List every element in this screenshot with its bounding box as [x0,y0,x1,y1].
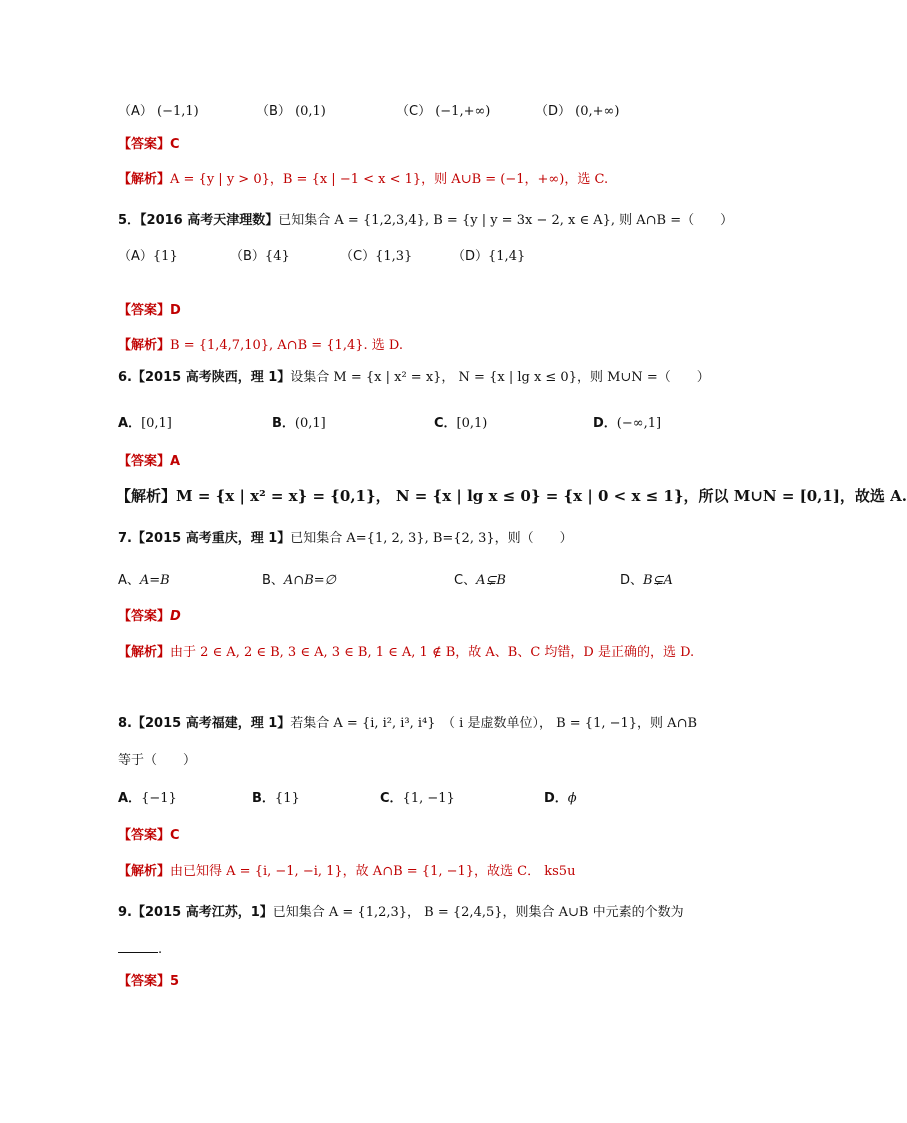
q7-option-b: B、A∩B=∅ [262,573,336,588]
q4-option-d: （D） (0,+∞) [535,104,620,119]
q9-answer: 【答案】5 [118,974,180,989]
q9-stem: 9.【2015 高考江苏，1】已知集合 A = {1,2,3}， B = {2,4,5}，则集合 A∪B 中元素的个数为 [118,905,684,920]
q6-option-d: D．(−∞,1] [593,416,662,431]
q6-option-a: A．[0,1] [118,416,172,431]
q7-stem: 7.【2015 高考重庆，理 1】已知集合 A={1, 2, 3}, B={2, 3}，则（ ） [118,531,573,546]
q8-answer: 【答案】C [118,828,180,843]
q5-option-c: （C）{1,3} [340,249,413,264]
q6-stem: 6.【2015 高考陕西，理 1】设集合 M = {x | x² = x}， N = {x | lg x ≤ 0}，则 M∪N =（ ） [118,370,710,385]
q8-analysis: 【解析】由已知得 A = {i, −1, −i, 1}，故 A∩B = {1, −1}，故选 C． ks5u [118,864,576,879]
q7-answer: 【答案】D [118,609,181,624]
q5-option-a: （A）{1} [118,249,178,264]
q8-option-a: A．{−1} [118,791,177,806]
q8-stem-continued: 等于（ ） [118,753,197,768]
q5-analysis: 【解析】B = {1,4,7,10}, A∩B = {1,4}. 选 D. [118,338,403,353]
q7-option-d: D、B⊊A [620,573,673,588]
q5-option-d: （D）{1,4} [452,249,526,264]
q4-option-c: （C） (−1,+∞) [396,104,491,119]
q8-stem: 8.【2015 高考福建，理 1】若集合 A = {i, i², i³, i⁴} （ i 是虚数单位）， B = {1, −1}，则 A∩B [118,716,698,731]
q6-option-b: B．(0,1] [272,416,326,431]
q7-analysis: 【解析】由于 2 ∈ A, 2 ∈ B, 3 ∈ A, 3 ∈ B, 1 ∈ A, 1 ∉ B，故 A、B、C 均错，D 是正确的，选 D. [118,645,695,660]
q8-option-c: C．{1, −1} [380,791,455,806]
q5-stem: 5．【2016 高考天津理数】已知集合 A = {1,2,3,4}, B = {y | y = 3x − 2, x ∈ A}, 则 A∩B =（ ） [118,213,734,228]
q5-option-b: （B）{4} [230,249,290,264]
q6-analysis: 【解析】M = {x | x² = x} = {0,1}， N = {x | lg x ≤ 0} = {x | 0 < x ≤ 1}，所以 M∪N = [0,1]，故选 A. [116,487,907,505]
answer-blank [118,940,158,953]
q8-option-d: D．ϕ [544,791,577,806]
q7-option-c: C、A⊊B [454,573,506,588]
q4-analysis: 【解析】A = {y | y > 0}，B = {x | −1 < x < 1}，则 A∪B = (−1，+∞)，选 C. [118,172,609,187]
q4-option-b: （B） (0,1) [256,104,326,119]
q4-option-a: （A） (−1,1) [118,104,199,119]
q6-answer: 【答案】A [118,454,181,469]
q8-option-b: B．{1} [252,791,300,806]
q4-answer: 【答案】C [118,137,180,152]
q7-option-a: A、A=B [118,573,170,588]
q9-blank: . [118,940,162,959]
q6-option-c: C．[0,1) [434,416,488,431]
q5-answer: 【答案】D [118,303,181,318]
